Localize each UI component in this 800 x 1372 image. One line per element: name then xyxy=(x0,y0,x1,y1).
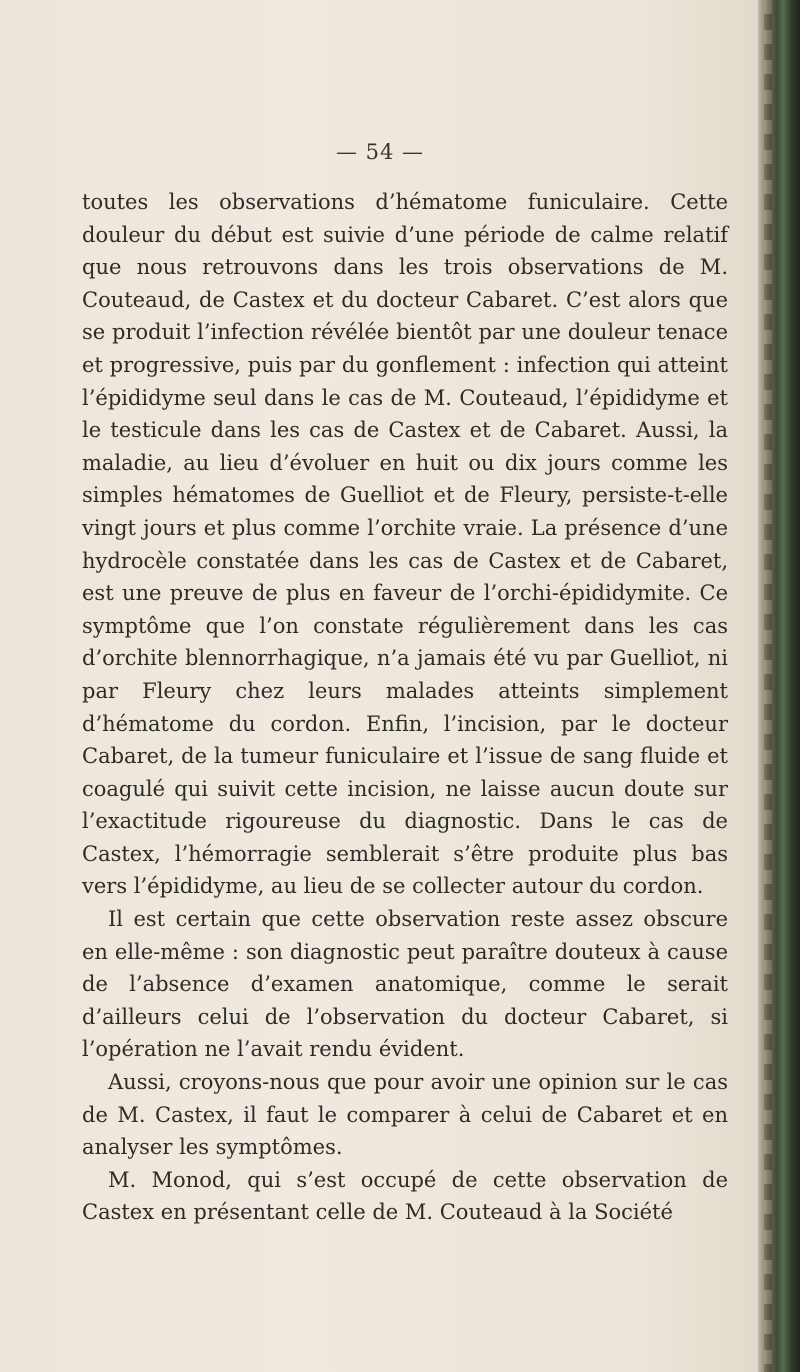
paragraph-1: toutes les observations d’hématome funiculaire. Cette douleur du début est suivie d’une période de calme relatif que nous retrouvons dans les trois observations de M. Couteaud, de Castex et du docteur Cabaret. C’est alors que se produit l’infection révélée bientôt par une douleur tenace et progressive, puis par du gonflement : infection qui atteint l’épididyme seul dans le cas de M. Couteaud, l’épididyme et le testicule dans les cas de Castex et de Cabaret. Aussi, la maladie, au lieu d’évoluer en huit ou dix jours comme les simples hématomes de Guelliot et de Fleury, persiste-t-elle vingt jours et plus comme l’orchite vraie. La présence d’une hydrocèle constatée dans les cas de Castex et de Cabaret, est une preuve de plus en faveur de l’orchi-épididymite. Ce symptôme que l’on constate régulièrement dans les cas d’orchite blennorrhagique, n’a jamais été vu par Guelliot, ni par Fleury chez leurs malades atteints simplement d’hématome du cordon. Enfin, l’incision, par le docteur Cabaret, de la tumeur funiculaire et l’issue de sang fluide et coagulé qui suivit cette incision, ne laisse aucun doute sur l’exactitude rigoureuse du diagnostic. Dans le cas de Castex, l’hémorragie semblerait s’être produite plus bas vers l’épididyme, au lieu de se collecter autour du cordon. xyxy=(82,190,728,899)
page-number: — 54 — xyxy=(335,140,425,164)
book-spine-edge xyxy=(758,0,800,1372)
paragraph-3: Aussi, croyons-nous que pour avoir une opinion sur le cas de M. Castex, il faut le comparer à celui de Cabaret et en analyser les symptômes. xyxy=(82,1070,728,1160)
paragraph-4: M. Monod, qui s’est occupé de cette observation de Castex en présentant celle de M. Couteaud à la Société xyxy=(82,1167,728,1225)
paragraph-2: Il est certain que cette observation reste assez obscure en elle-même : son diagnostic peut paraître douteux à cause de l’absence d’examen anatomique, comme le serait d’ailleurs celui de l’observation du docteur Cabaret, si l’opération ne l’avait rendu évident. xyxy=(82,907,728,1062)
body-text xyxy=(82,186,728,1229)
